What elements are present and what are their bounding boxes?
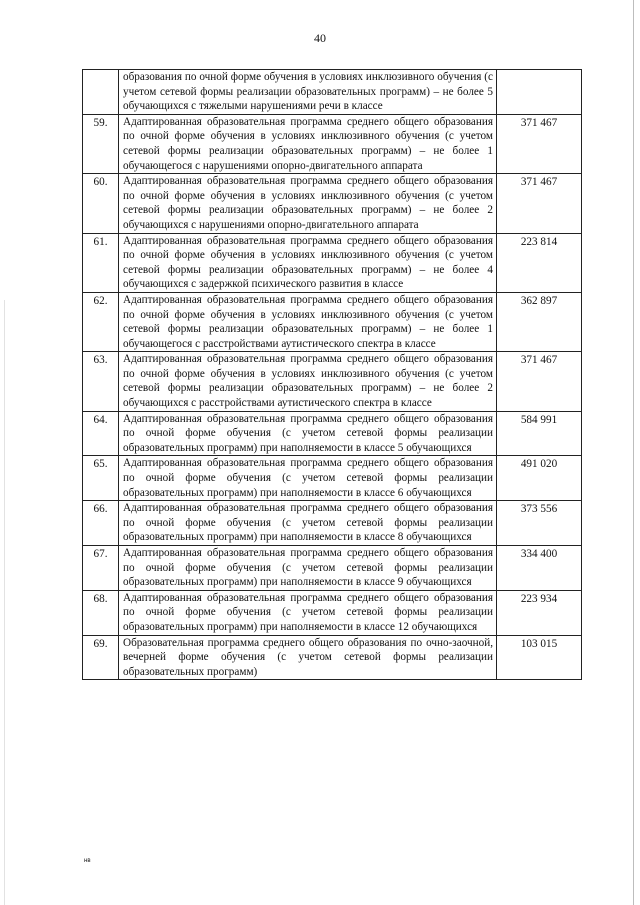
table-row [83,233,582,292]
row-number: 60. [83,174,119,233]
row-description: Образовательная программа среднего общего образования по очно-заочной, вечерней форме обучения (с учетом сетевой формы реализации образовательных программ) [119,635,497,680]
row-description: Адаптированная образовательная программа среднего общего образования по очной форме обучения в условиях инклюзивного обучения (с учетом сетевой формы реализации образовательных программ) – не более 1 обучающегося с нарушениями опорно-двигательного аппарата [119,114,497,173]
row-number: 66. [83,501,119,546]
row-number: 63. [83,352,119,411]
row-value [497,70,582,115]
row-description: Адаптированная образовательная программа среднего общего образования по очной форме обучения в условиях инклюзивного обучения (с учетом сетевой формы реализации образовательных программ) – не более 2 обучающихся с расстройствами аутистического спектра в классе [119,352,497,411]
table-row [83,292,582,351]
row-description: Адаптированная образовательная программа среднего общего образования по очной форме обучения (с учетом сетевой формы реализации образовательных программ) при наполняемости в классе 6 обучающихся [119,456,497,501]
row-value: 223 814 [497,233,582,292]
row-number: 67. [83,546,119,591]
row-value: 584 991 [497,411,582,456]
row-description: Адаптированная образовательная программа среднего общего образования по очной форме обучения в условиях инклюзивного обучения (с учетом сетевой формы реализации образовательных программ) – не более 2 обучающихся с нарушениями опорно-двигательного аппарата [119,174,497,233]
row-number: 61. [83,233,119,292]
row-number: 64. [83,411,119,456]
table-row [83,635,582,680]
table-row [83,352,582,411]
row-description: Адаптированная образовательная программа среднего общего образования по очной форме обучения (с учетом сетевой формы реализации образовательных программ) при наполняемости в классе 8 обучающихся [119,501,497,546]
row-description: Адаптированная образовательная программа среднего общего образования по очной форме обучения (с учетом сетевой формы реализации образовательных программ) при наполняемости в классе 9 обучающихся [119,546,497,591]
row-value: 371 467 [497,352,582,411]
table-row [83,114,582,173]
table-row [83,501,582,546]
tariff-table [82,69,582,680]
row-description: Адаптированная образовательная программа среднего общего образования по очной форме обучения в условиях инклюзивного обучения (с учетом сетевой формы реализации образовательных программ) – не более 1 обучающегося с расстройствами аутистического спектра в классе [119,292,497,351]
page-number: 40 [314,31,326,45]
table-row [83,411,582,456]
row-value: 103 015 [497,635,582,680]
table-row [83,456,582,501]
row-number: 65. [83,456,119,501]
row-description: образования по очной форме обучения в условиях инклюзивного обучения (с учетом сетевой формы реализации образовательных программ) – не более 5 обучающихся с тяжелыми нарушениями речи в классе [119,70,497,115]
row-value: 373 556 [497,501,582,546]
row-value: 491 020 [497,456,582,501]
row-number: 59. [83,114,119,173]
table-row [83,590,582,635]
table-row [83,174,582,233]
row-number: 68. [83,590,119,635]
scan-edge-line [633,0,634,905]
table-row [83,70,582,115]
row-value: 371 467 [497,174,582,233]
scan-edge-line-left [4,300,5,905]
row-value: 371 467 [497,114,582,173]
row-description: Адаптированная образовательная программа среднего общего образования по очной форме обучения (с учетом сетевой формы реализации образовательных программ) при наполняемости в классе 12 обучающихся [119,590,497,635]
row-description: Адаптированная образовательная программа среднего общего образования по очной форме обучения (с учетом сетевой формы реализации образовательных программ) при наполняемости в классе 5 обучающихся [119,411,497,456]
row-value: 223 934 [497,590,582,635]
row-description: Адаптированная образовательная программа среднего общего образования по очной форме обучения в условиях инклюзивного обучения (с учетом сетевой формы реализации образовательных программ) – не более 4 обучающихся с задержкой психического развития в классе [119,233,497,292]
row-number: 62. [83,292,119,351]
row-number [83,70,119,115]
row-value: 334 400 [497,546,582,591]
row-value: 362 897 [497,292,582,351]
footer-code: нв [84,858,91,864]
row-number: 69. [83,635,119,680]
table-body [83,70,582,680]
table-row [83,546,582,591]
